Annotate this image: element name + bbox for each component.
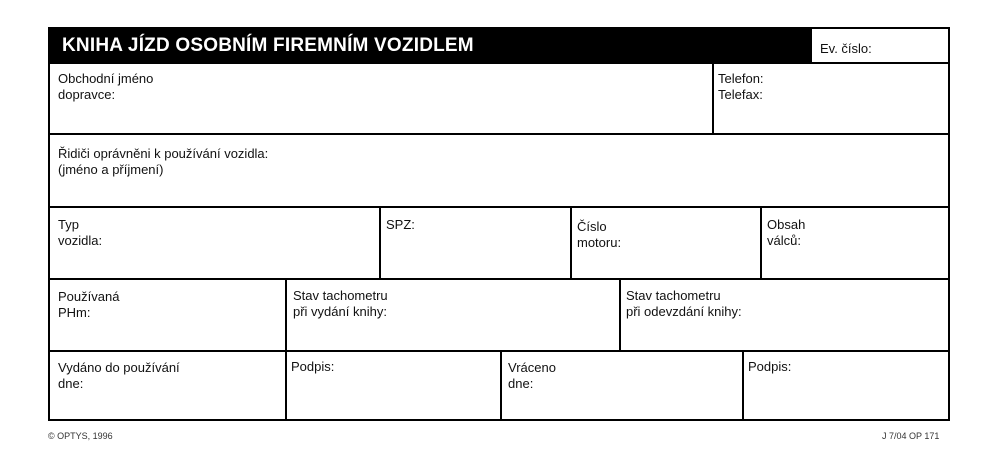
- issued-date-field[interactable]: Vydáno do používání dne:: [58, 360, 180, 391]
- divider: [285, 278, 287, 352]
- authorized-drivers-field[interactable]: Řidiči oprávněni k používání vozidla: (jméno a příjmení): [58, 146, 269, 177]
- divider: [50, 62, 948, 64]
- divider: [379, 206, 381, 280]
- divider: [500, 350, 502, 421]
- fuel-type-field[interactable]: Používaná PHm:: [58, 289, 120, 320]
- form-title: KNIHA JÍZD OSOBNÍM FIREMNÍM VOZIDLEM: [50, 29, 812, 62]
- form-code: J 7/04 OP 171: [882, 431, 940, 441]
- ev-cislo-field[interactable]: Ev. číslo:: [820, 41, 872, 56]
- divider: [742, 350, 744, 421]
- vehicle-type-field[interactable]: Typ vozidla:: [58, 217, 103, 248]
- engine-number-field[interactable]: Číslo motoru:: [577, 219, 622, 250]
- divider: [619, 278, 621, 352]
- divider: [810, 29, 812, 64]
- signature-issue-field[interactable]: Podpis:: [291, 359, 335, 374]
- phone-fax-field[interactable]: Telefon: Telefax:: [718, 71, 764, 102]
- license-plate-field[interactable]: SPZ:: [386, 217, 415, 232]
- vehicle-logbook-form: [48, 27, 950, 421]
- divider: [50, 350, 948, 352]
- divider: [712, 62, 714, 135]
- divider: [50, 278, 948, 280]
- cylinder-volume-field[interactable]: Obsah válců:: [767, 217, 806, 248]
- signature-return-field[interactable]: Podpis:: [748, 359, 792, 374]
- odometer-return-field[interactable]: Stav tachometru při odevzdání knihy:: [626, 288, 742, 319]
- divider: [570, 206, 572, 280]
- copyright-note: © OPTYS, 1996: [48, 431, 113, 441]
- divider: [285, 350, 287, 421]
- returned-date-field[interactable]: Vráceno dne:: [508, 360, 556, 391]
- divider: [50, 206, 948, 208]
- carrier-name-field[interactable]: Obchodní jméno dopravce:: [58, 71, 154, 102]
- divider: [50, 133, 948, 135]
- divider: [760, 206, 762, 280]
- odometer-issue-field[interactable]: Stav tachometru při vydání knihy:: [293, 288, 388, 319]
